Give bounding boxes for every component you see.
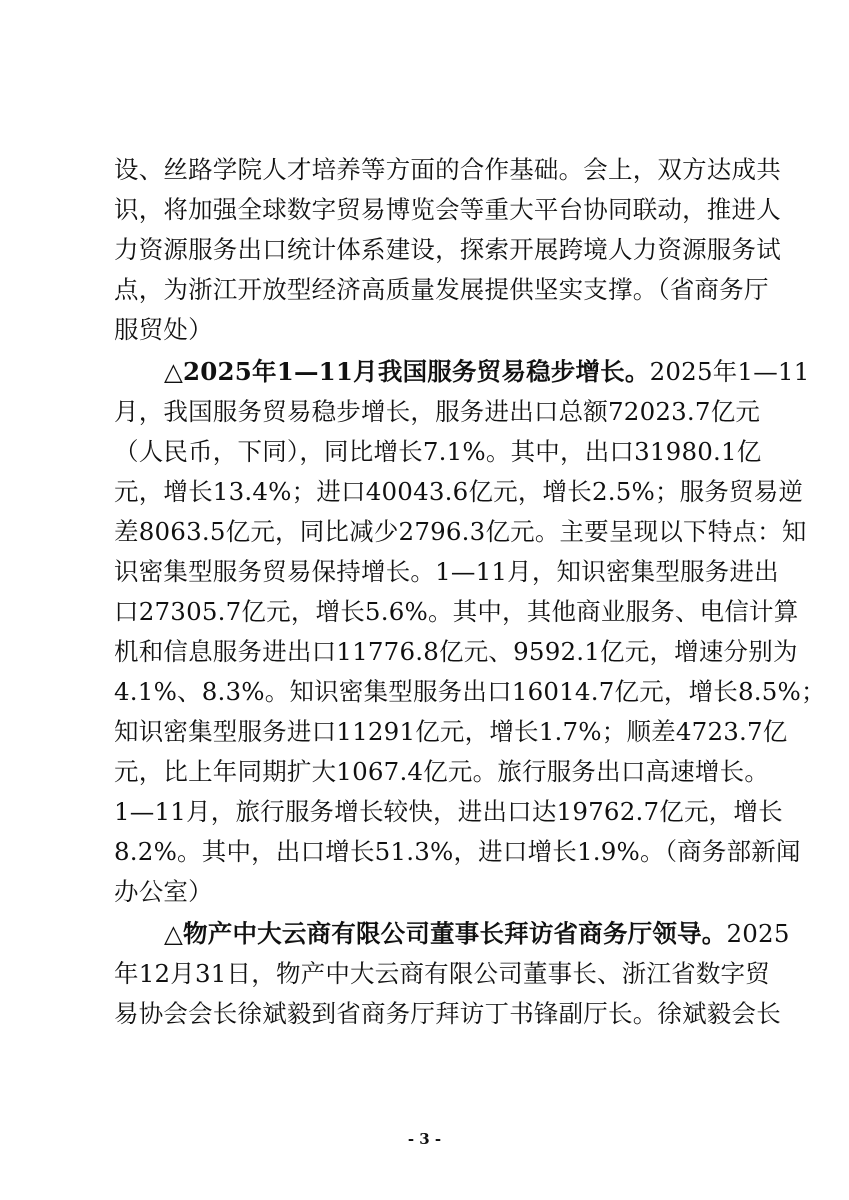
body-text-line: 易协会会长徐斌毅到省商务厅拜访丁书锋副厅长。徐斌毅会长 bbox=[114, 999, 781, 1028]
body-text-line: （人民币，下同），同比增长7.1%。其中，出口31980.1亿 bbox=[114, 437, 762, 466]
body-text-line: 8.2%。其中，出口增长51.3%，进口增长1.9%。（商务部新闻 bbox=[114, 837, 801, 866]
body-text: 2025年1—11 bbox=[649, 357, 810, 386]
body-text-line: 力资源服务出口统计体系建设，探索开展跨境人力资源服务试 bbox=[114, 235, 781, 264]
body-text-line: 月，我国服务贸易稳步增长，服务进出口总额72023.7亿元 bbox=[114, 397, 761, 426]
body-text-line: 口27305.7亿元，增长5.6%。其中，其他商业服务、电信计算 bbox=[114, 597, 799, 626]
page-number: - 3 - bbox=[407, 1130, 442, 1148]
body-text-line: 年12月31日，物产中大云商有限公司董事长、浙江省数字贸 bbox=[114, 959, 770, 988]
news-item-heading: △物产中大云商有限公司董事长拜访省商务厅领导。 bbox=[164, 919, 727, 948]
body-text-line: 元，增长13.4%；进口40043.6亿元，增长2.5%；服务贸易逆 bbox=[114, 477, 804, 506]
body-text-line: 差8063.5亿元，同比减少2796.3亿元。主要呈现以下特点：知 bbox=[114, 517, 807, 546]
news-item-first-line bbox=[164, 914, 790, 954]
body-text-line: 1—11月，旅行服务增长较快，进出口达19762.7亿元，增长 bbox=[114, 797, 783, 826]
news-item-heading: △2025年1—11月我国服务贸易稳步增长。 bbox=[164, 357, 650, 386]
body-text-line: 点，为浙江开放型经济高质量发展提供坚实支撑。（省商务厅 bbox=[114, 275, 769, 304]
body-text-line: 识密集型服务贸易保持增长。1—11月，知识密集型服务进出 bbox=[114, 557, 779, 586]
body-text-line: 服贸处） bbox=[114, 315, 213, 344]
body-text-line: 元，比上年同期扩大1067.4亿元。旅行服务出口高速增长。 bbox=[114, 757, 770, 786]
body-text-line: 识，将加强全球数字贸易博览会等重大平台协同联动，推进人 bbox=[114, 195, 781, 224]
body-text-line: 设、丝路学院人才培养等方面的合作基础。会上，双方达成共 bbox=[114, 155, 781, 184]
body-text-line: 知识密集型服务进口11291亿元，增长1.7%；顺差4723.7亿 bbox=[114, 717, 788, 746]
body-text-line: 机和信息服务进出口11776.8亿元、9592.1亿元，增速分别为 bbox=[114, 637, 798, 666]
body-text-line: 4.1%、8.3%。知识密集型服务出口16014.7亿元，增长8.5%； bbox=[114, 677, 826, 706]
body-text-line: 办公室） bbox=[114, 877, 213, 906]
body-text: 2025 bbox=[726, 919, 790, 948]
news-item-first-line bbox=[164, 352, 810, 392]
